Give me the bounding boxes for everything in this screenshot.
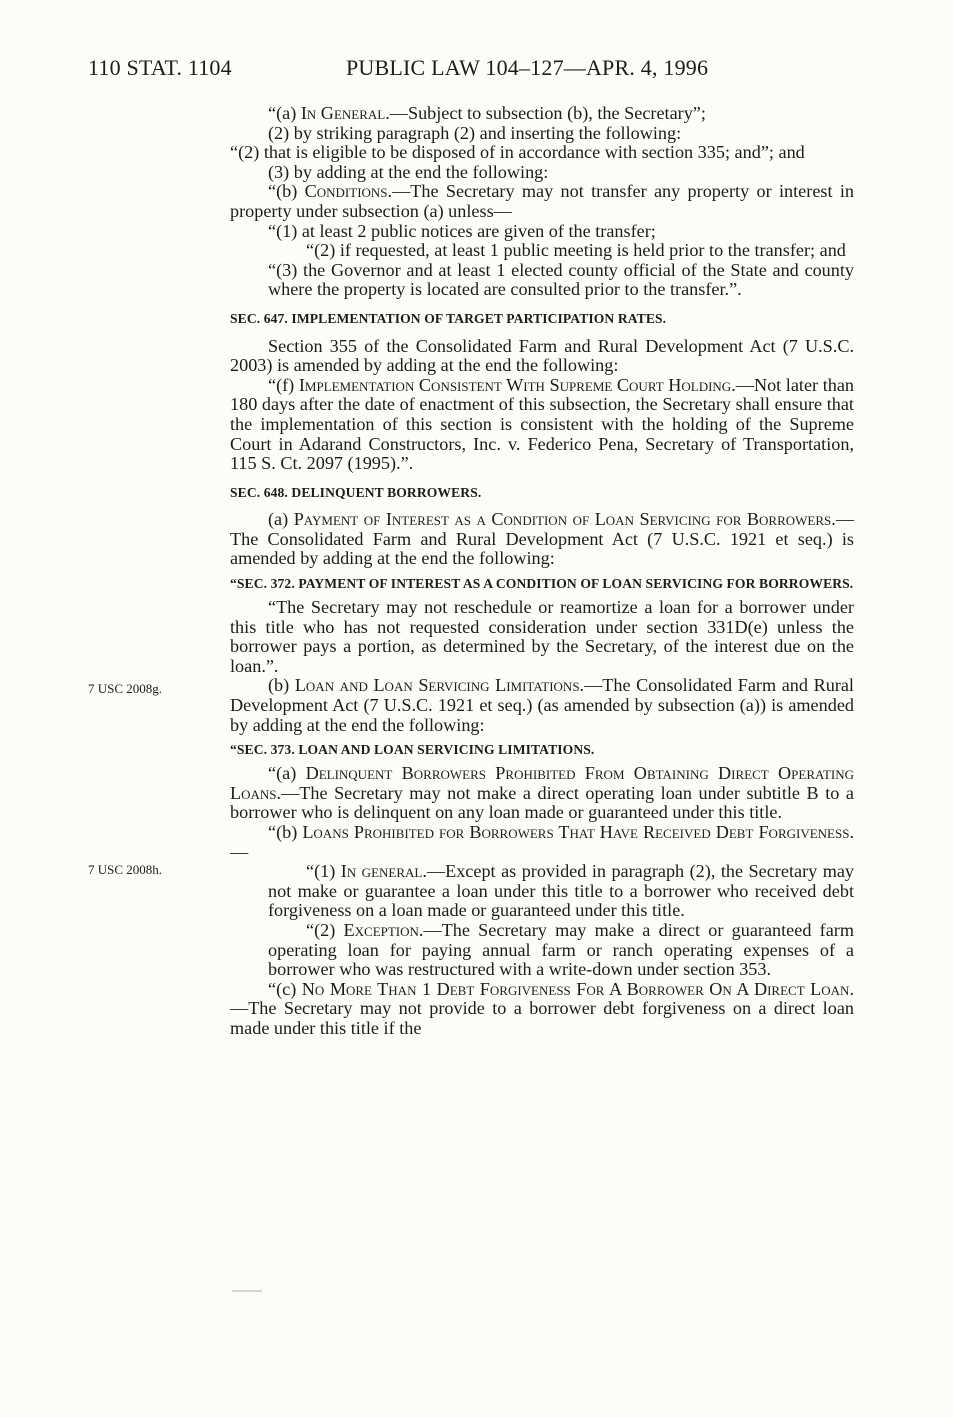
paragraph-reschedule: “The Secretary may not reschedule or reamortize a loan for a borrower under this title who has not requested consideration under section 331D(e) unless the borrower pays a portion, as determined by the Secretary, of the interest due on the loan.”. <box>230 597 854 676</box>
margin-note-sec372: 7 USC 2008g. <box>88 681 163 696</box>
paragraph-section-355: Section 355 of the Consolidated Farm and Rural Development Act (7 U.S.C. 2003) is amended by adding at the end the following: <box>230 335 854 376</box>
paragraph-b-loan-limitations: (b) Loan and Loan Servicing Limitations.—The Consolidated Farm and Rural Development Act (7 U.S.C. 1921 et seq.) (as amended by subsection (a)) is amended by adding at the end the following: <box>230 675 854 735</box>
paragraph-public-notices: “(1) at least 2 public notices are given of the transfer; <box>268 220 656 241</box>
paragraph-a-delinquent-borrowers: “(a) Delinquent Borrowers Prohibited From Obtaining Direct Operating Loans.—The Secretary may not make a direct operating loan under subtitle B to a borrower who is delinquent on any loan made or guaranteed under this title. <box>230 763 854 823</box>
paragraph-b-conditions: “(b) Conditions.—The Secretary may not transfer any property or interest in property under subsection (a) unless— <box>230 181 854 221</box>
paragraph-2-exception: “(2) Exception.—The Secretary may make a direct or guaranteed farm operating loan for paying annual farm or ranch operating expenses of a borrower who was restructured with a write-down under section 353. <box>268 919 854 980</box>
paragraph-1-in-general: “(1) In general.—Except as provided in paragraph (2), the Secretary may not make or guarantee a loan under this title to a borrower who received debt forgiveness on a loan made or guaranteed under this title. <box>268 861 855 921</box>
paragraph-a-in-general: “(a) In General.—Subject to subsection (b), the Secretary”; <box>268 103 706 123</box>
paragraph-f-implementation: “(f) Implementation Consistent With Supreme Court Holding.—Not later than 180 days after the date of enactment of this subsection, the Secretary shall ensure that the implementation of this section is consistent with the holding of the Supreme Court in Adarand Constructors, Inc. v. Federico Pena, Secretary of Transportation, 115 S. Ct. 2097 (1995).”. <box>230 374 855 474</box>
paragraph-a-payment-of-interest: (a) Payment of Interest as a Condition of Loan Servicing for Borrowers.—The Consolidated Farm and Rural Development Act (7 U.S.C. 1921 et seq.) is amended by adding at the end the following: <box>230 509 855 569</box>
scan-smudge <box>232 1290 262 1292</box>
paragraph-eligible: “(2) that is eligible to be disposed of in accordance with section 335; and”; and <box>230 142 805 163</box>
paragraph-striking: (2) by striking paragraph (2) and inserting the following: <box>268 122 682 143</box>
section-heading-647: SEC. 647. IMPLEMENTATION OF TARGET PARTICIPATION RATES. <box>230 310 667 326</box>
paragraph-governor: “(3) the Governor and at least 1 elected county official of the State and county where the property is located are consulted prior to the transfer.”. <box>268 259 854 300</box>
margin-note-sec373: 7 USC 2008h. <box>88 862 163 877</box>
paragraph-b-debt-forgiveness: “(b) Loans Prohibited for Borrowers That Have Received Debt Forgiveness.— <box>230 822 855 862</box>
section-heading-372: “SEC. 372. PAYMENT OF INTEREST AS A CONDITION OF LOAN SERVICING FOR BORROWERS. <box>230 576 854 592</box>
paragraph-c-no-more-than-1: “(c) No More Than 1 Debt Forgiveness For A Borrower On A Direct Loan.—The Secretary may not provide to a borrower debt forgiveness on a direct loan made under this title if the <box>230 978 854 1038</box>
section-heading-373: “SEC. 373. LOAN AND LOAN SERVICING LIMITATIONS. <box>230 742 595 758</box>
running-head: PUBLIC LAW 104–127—APR. 4, 1996 <box>346 55 709 80</box>
paragraph-public-meeting: “(2) if requested, at least 1 public meeting is held prior to the transfer; and <box>306 240 846 261</box>
section-heading-648: SEC. 648. DELINQUENT BORROWERS. <box>230 484 482 500</box>
page-body <box>230 104 854 1039</box>
page-citation: 110 STAT. 1104 <box>88 55 232 80</box>
paragraph-adding: (3) by adding at the end the following: <box>268 161 549 182</box>
